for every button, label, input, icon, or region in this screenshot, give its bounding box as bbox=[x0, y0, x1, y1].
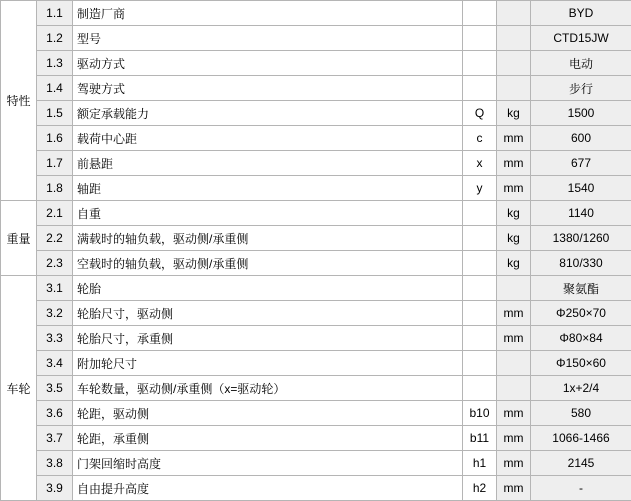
table-row bbox=[1, 226, 631, 251]
table-row bbox=[1, 101, 631, 126]
row-number: 1.6 bbox=[37, 126, 73, 151]
row-label: 轮距，驱动侧 bbox=[73, 401, 463, 426]
row-number: 2.1 bbox=[37, 201, 73, 226]
row-value: - bbox=[531, 476, 631, 501]
table-row bbox=[1, 326, 631, 351]
row-unit bbox=[497, 26, 531, 51]
row-label: 制造厂商 bbox=[73, 1, 463, 26]
table-row bbox=[1, 151, 631, 176]
row-unit: kg bbox=[497, 201, 531, 226]
row-value: CTD15JW bbox=[531, 26, 631, 51]
row-value: 聚氨酯 bbox=[531, 276, 631, 301]
row-value: 580 bbox=[531, 401, 631, 426]
row-label: 轮胎尺寸，承重侧 bbox=[73, 326, 463, 351]
row-value: 1540 bbox=[531, 176, 631, 201]
row-number: 3.4 bbox=[37, 351, 73, 376]
table-row bbox=[1, 351, 631, 376]
row-symbol: b11 bbox=[463, 426, 497, 451]
row-symbol bbox=[463, 51, 497, 76]
row-value: 步行 bbox=[531, 76, 631, 101]
table-row bbox=[1, 176, 631, 201]
row-number: 3.1 bbox=[37, 276, 73, 301]
row-number: 3.2 bbox=[37, 301, 73, 326]
row-symbol: h2 bbox=[463, 476, 497, 501]
row-unit: mm bbox=[497, 426, 531, 451]
row-symbol bbox=[463, 26, 497, 51]
row-label: 满载时的轴负载，驱动侧/承重侧 bbox=[73, 226, 463, 251]
row-symbol: Q bbox=[463, 101, 497, 126]
specification-table-body bbox=[1, 1, 631, 501]
row-label: 载荷中心距 bbox=[73, 126, 463, 151]
table-row bbox=[1, 1, 631, 26]
row-unit: kg bbox=[497, 101, 531, 126]
row-symbol bbox=[463, 276, 497, 301]
row-label: 轴距 bbox=[73, 176, 463, 201]
row-value: BYD bbox=[531, 1, 631, 26]
row-value: 2145 bbox=[531, 451, 631, 476]
row-value: Φ250×70 bbox=[531, 301, 631, 326]
row-value: 677 bbox=[531, 151, 631, 176]
table-row bbox=[1, 126, 631, 151]
row-label: 驾驶方式 bbox=[73, 76, 463, 101]
row-value: Φ150×60 bbox=[531, 351, 631, 376]
row-unit bbox=[497, 76, 531, 101]
row-value: 1140 bbox=[531, 201, 631, 226]
row-group-label: 特性 bbox=[1, 1, 37, 201]
row-unit bbox=[497, 51, 531, 76]
row-number: 1.3 bbox=[37, 51, 73, 76]
row-label: 前悬距 bbox=[73, 151, 463, 176]
table-row bbox=[1, 26, 631, 51]
row-label: 门架回缩时高度 bbox=[73, 451, 463, 476]
row-unit bbox=[497, 376, 531, 401]
row-number: 2.2 bbox=[37, 226, 73, 251]
row-symbol bbox=[463, 326, 497, 351]
row-label: 附加轮尺寸 bbox=[73, 351, 463, 376]
row-symbol bbox=[463, 1, 497, 26]
row-label: 自重 bbox=[73, 201, 463, 226]
row-number: 1.7 bbox=[37, 151, 73, 176]
row-label: 轮距，承重侧 bbox=[73, 426, 463, 451]
row-value: 1x+2/4 bbox=[531, 376, 631, 401]
row-unit: mm bbox=[497, 326, 531, 351]
row-value: 810/330 bbox=[531, 251, 631, 276]
row-label: 自由提升高度 bbox=[73, 476, 463, 501]
row-number: 2.3 bbox=[37, 251, 73, 276]
row-label: 驱动方式 bbox=[73, 51, 463, 76]
row-symbol bbox=[463, 76, 497, 101]
row-number: 1.5 bbox=[37, 101, 73, 126]
row-value: Φ80×84 bbox=[531, 326, 631, 351]
row-number: 3.7 bbox=[37, 426, 73, 451]
row-label: 轮胎尺寸，驱动侧 bbox=[73, 301, 463, 326]
row-number: 3.6 bbox=[37, 401, 73, 426]
row-unit: kg bbox=[497, 226, 531, 251]
row-value: 600 bbox=[531, 126, 631, 151]
table-row bbox=[1, 251, 631, 276]
row-unit bbox=[497, 351, 531, 376]
row-group-label: 车轮 bbox=[1, 276, 37, 501]
row-number: 3.5 bbox=[37, 376, 73, 401]
row-symbol bbox=[463, 226, 497, 251]
row-value: 1066-1466 bbox=[531, 426, 631, 451]
row-group-label: 重量 bbox=[1, 201, 37, 276]
row-symbol: c bbox=[463, 126, 497, 151]
row-symbol bbox=[463, 301, 497, 326]
table-row bbox=[1, 301, 631, 326]
row-label: 型号 bbox=[73, 26, 463, 51]
table-row bbox=[1, 426, 631, 451]
row-label: 空载时的轴负载，驱动侧/承重侧 bbox=[73, 251, 463, 276]
row-unit: mm bbox=[497, 151, 531, 176]
row-unit: mm bbox=[497, 301, 531, 326]
row-unit: mm bbox=[497, 451, 531, 476]
row-number: 3.9 bbox=[37, 476, 73, 501]
row-unit: mm bbox=[497, 476, 531, 501]
row-label: 车轮数量，驱动侧/承重侧（x=驱动轮） bbox=[73, 376, 463, 401]
row-symbol bbox=[463, 201, 497, 226]
row-number: 1.8 bbox=[37, 176, 73, 201]
table-row bbox=[1, 401, 631, 426]
row-unit bbox=[497, 1, 531, 26]
table-row bbox=[1, 451, 631, 476]
row-value: 电动 bbox=[531, 51, 631, 76]
row-value: 1380/1260 bbox=[531, 226, 631, 251]
row-symbol: x bbox=[463, 151, 497, 176]
row-symbol: y bbox=[463, 176, 497, 201]
row-number: 1.4 bbox=[37, 76, 73, 101]
row-symbol bbox=[463, 351, 497, 376]
row-symbol: b10 bbox=[463, 401, 497, 426]
table-row bbox=[1, 76, 631, 101]
row-number: 3.3 bbox=[37, 326, 73, 351]
row-unit: mm bbox=[497, 401, 531, 426]
table-row bbox=[1, 201, 631, 226]
table-row bbox=[1, 476, 631, 501]
row-unit: mm bbox=[497, 126, 531, 151]
table-row bbox=[1, 276, 631, 301]
row-number: 1.2 bbox=[37, 26, 73, 51]
row-unit: kg bbox=[497, 251, 531, 276]
table-row bbox=[1, 376, 631, 401]
row-label: 轮胎 bbox=[73, 276, 463, 301]
table-row bbox=[1, 51, 631, 76]
row-symbol bbox=[463, 251, 497, 276]
row-unit bbox=[497, 276, 531, 301]
row-label: 额定承载能力 bbox=[73, 101, 463, 126]
row-symbol bbox=[463, 376, 497, 401]
row-value: 1500 bbox=[531, 101, 631, 126]
row-number: 3.8 bbox=[37, 451, 73, 476]
row-number: 1.1 bbox=[37, 1, 73, 26]
row-symbol: h1 bbox=[463, 451, 497, 476]
row-unit: mm bbox=[497, 176, 531, 201]
